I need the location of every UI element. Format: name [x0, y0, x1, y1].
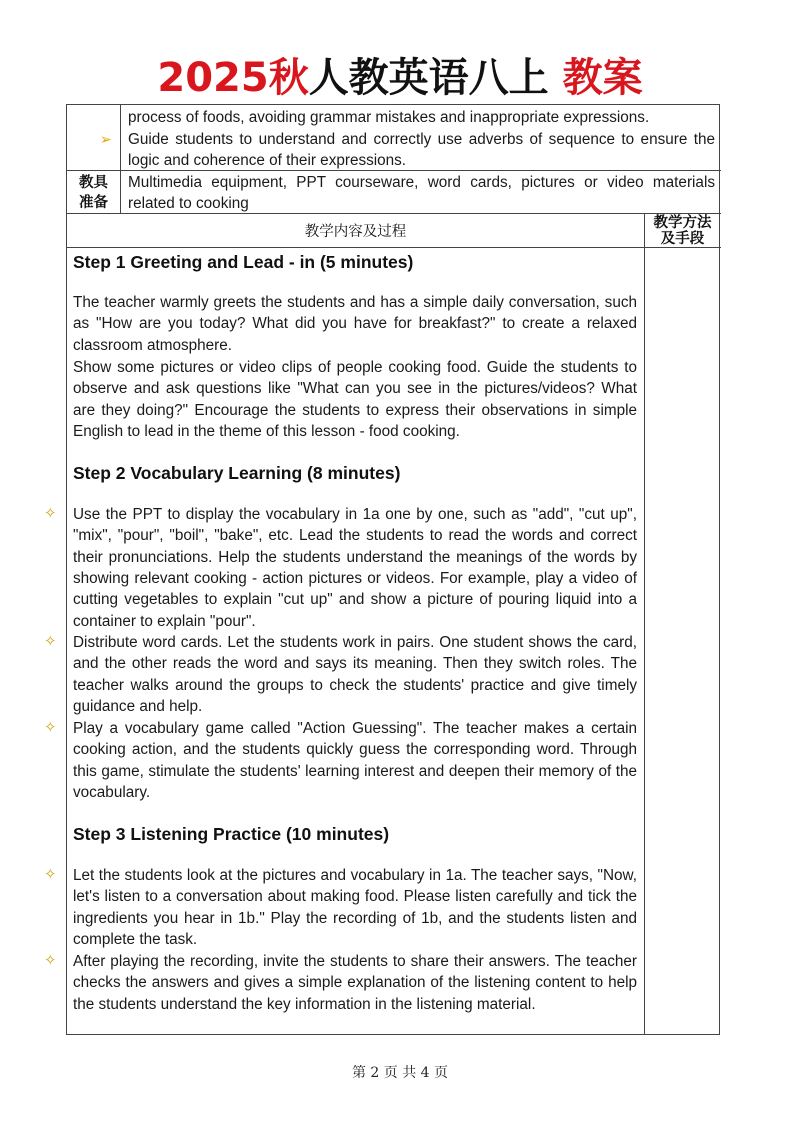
title-year: 2025 [157, 55, 269, 101]
row-divider [67, 247, 721, 248]
sparkle-bullet-icon: ✧ [44, 505, 57, 522]
step2-paragraph-1: Use the PPT to display the vocabulary in 1a one by one, such as "add", "cut up", "mix", "pour", "boil", "bake", etc. Lead the students to read the words and correct their pronunciations. Help the students understand the meanings of the words by showing relevant cooking - action pictures or videos. For example, play a video of cutting vegetables to explain "cut up" and show a picture of pouring liquid into a container to explain "pour". [73, 506, 637, 630]
step1-paragraph-1: The teacher warmly greets the students and has a simple daily conversation, such as "How are you today? What did you have for breakfast?" to create a relaxed classroom atmosphere. [73, 294, 637, 354]
step3-title: Step 3 Listening Practice (10 minutes) [73, 824, 390, 844]
objective-line: process of foods, avoiding grammar mistakes and inappropriate expressions. [128, 109, 650, 126]
method-header-line-2: 及手段 [660, 231, 705, 247]
preparation-label-1: 教具 [79, 175, 108, 191]
step2-title: Step 2 Vocabulary Learning (8 minutes) [73, 463, 401, 483]
lesson-plan-table [66, 104, 720, 1035]
sparkle-bullet-icon: ✧ [44, 719, 57, 736]
step3-paragraph-1: Let the students look at the pictures and vocabulary in 1a. The teacher says, "Now, let's listen to a conversation about making food. Please listen carefully and tick the ingredients you hear in 1b." Play the recording of 1b, and the students listen and complete the task. [73, 867, 637, 949]
content-column-header: 教学内容及过程 [304, 224, 407, 240]
arrow-bullet-icon: ➢ [100, 131, 112, 147]
title-main: 人教英语八上 [308, 55, 549, 101]
sparkle-bullet-icon: ✧ [44, 633, 57, 650]
objective-item: Guide students to understand and correctly use adverbs of sequence to ensure the logic and coherence of their expressions. [128, 131, 715, 170]
method-header-line-1: 教学方法 [653, 215, 712, 231]
title-season: 秋 [268, 55, 309, 101]
sparkle-bullet-icon: ✧ [44, 952, 57, 969]
page-title [0, 50, 800, 106]
title-tail: 教案 [562, 55, 643, 101]
step1-title: Step 1 Greeting and Lead - in (5 minutes) [73, 252, 414, 272]
column-divider [120, 105, 121, 213]
preparation-text: Multimedia equipment, PPT courseware, word cards, pictures or video materials related to cooking [128, 174, 715, 213]
step1-paragraph-2: Show some pictures or video clips of people cooking food. Guide the students to observe and ask questions like "What can you see in the pictures/videos? What are they doing?" Encourage the students to express their observations in simple English to lead in the theme of this lesson - food cooking. [73, 359, 637, 441]
sparkle-bullet-icon: ✧ [44, 866, 57, 883]
step2-paragraph-3: Play a vocabulary game called "Action Guessing". The teacher makes a certain cooking action, and the students quickly guess the corresponding word. Through this game, stimulate the students' learning interest and deepen their memory of the vocabulary. [73, 720, 637, 802]
step2-paragraph-2: Distribute word cards. Let the students work in pairs. One student shows the card, and the other reads the word and says its meaning. Then they switch roles. The teacher walks around the groups to check the students' practice and give timely guidance and help. [73, 634, 637, 716]
preparation-label-2: 准备 [79, 195, 108, 211]
column-divider [644, 213, 645, 1035]
step3-paragraph-2: After playing the recording, invite the students to share their answers. The teacher checks the answers and gives a simple explanation of the listening content to help the students understand the key information in the listening material. [73, 953, 637, 1013]
page-number-footer: 第 2 页 共 4 页 [351, 1065, 449, 1081]
